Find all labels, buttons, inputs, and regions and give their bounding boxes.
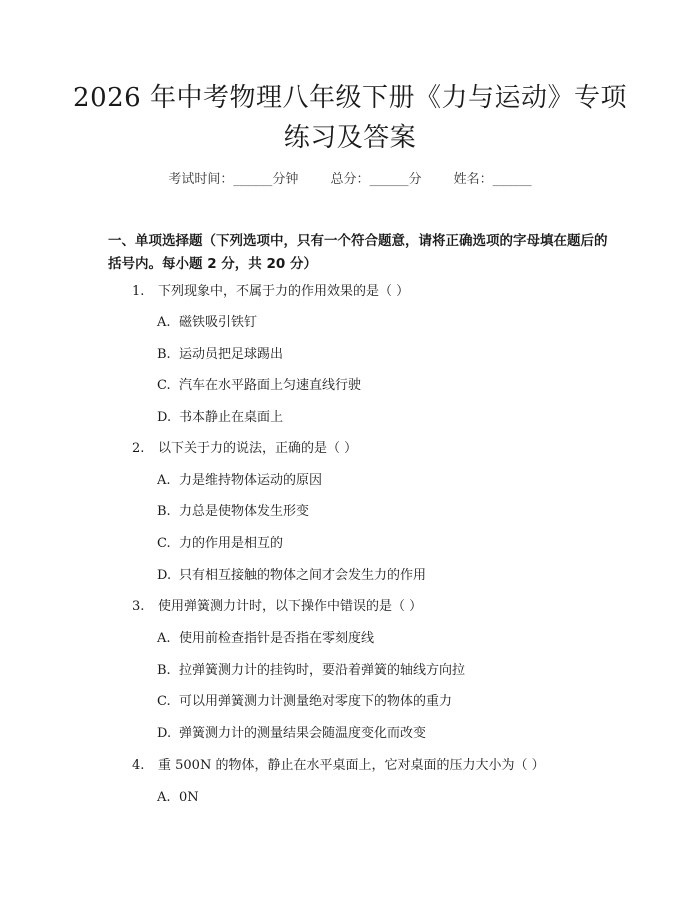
option-letter: A.: [157, 473, 171, 488]
question-number: 3.: [132, 599, 145, 614]
question-text: 使用弹簧测力计时，以下操作中错误的是（ ）: [158, 599, 423, 614]
option-1d: [157, 409, 283, 427]
option-letter: C.: [157, 536, 171, 551]
question-number: 4.: [132, 758, 145, 773]
option-letter: B.: [157, 504, 171, 519]
option-text: 书本静止在桌面上: [179, 410, 284, 425]
option-2d: [157, 567, 426, 585]
question-2: [132, 440, 357, 458]
option-letter: B.: [157, 663, 171, 678]
option-2b: [157, 503, 309, 521]
option-letter: D.: [157, 568, 172, 583]
question-text: 下列现象中，不属于力的作用效果的是（ ）: [158, 284, 410, 299]
exam-meta: [0, 168, 700, 187]
option-text: 力是维持物体运动的原因: [179, 473, 323, 488]
option-letter: C.: [157, 694, 171, 709]
option-text: 磁铁吸引铁钉: [179, 315, 258, 330]
option-letter: C.: [157, 378, 171, 393]
option-text: 力的作用是相互的: [179, 536, 284, 551]
exam-name: 姓名：______: [453, 172, 532, 187]
section-heading: 一、单项选择题（下列选项中，只有一个符合题意，请将正确选项的字母填在题后的括号内。每小题 2 分，共 20 分）: [108, 233, 608, 272]
option-letter: A.: [157, 315, 171, 330]
option-text: 可以用弹簧测力计测量绝对零度下的物体的重力: [179, 694, 453, 709]
option-text: 0N: [179, 790, 199, 805]
option-letter: A.: [157, 790, 171, 805]
option-text: 拉弹簧测力计的挂钩时，要沿着弹簧的轴线方向拉: [179, 663, 466, 678]
page-title: 2026 年中考物理八年级下册《力与运动》专项练习及答案: [73, 83, 627, 153]
option-text: 运动员把足球踢出: [179, 347, 284, 362]
option-4a: [157, 789, 199, 807]
option-1a: [157, 314, 257, 332]
question-text: 以下关于力的说法，正确的是（ ）: [158, 441, 358, 456]
option-text: 汽车在水平路面上匀速直线行驶: [179, 378, 362, 393]
question-1: [132, 283, 409, 301]
option-3c: [157, 693, 452, 711]
option-3d: [157, 725, 426, 743]
question-number: 1.: [132, 284, 145, 299]
exam-time: 考试时间：______分钟: [168, 172, 299, 187]
option-text: 弹簧测力计的测量结果会随温度变化而改变: [179, 726, 427, 741]
option-2c: [157, 535, 283, 553]
option-3b: [157, 662, 465, 680]
option-3a: [157, 630, 374, 648]
question-4: [132, 757, 545, 775]
question-3: [132, 598, 422, 616]
question-number: 2.: [132, 441, 145, 456]
option-letter: D.: [157, 726, 172, 741]
option-letter: B.: [157, 347, 171, 362]
exam-score: 总分：______分: [330, 172, 422, 187]
option-text: 只有相互接触的物体之间才会发生力的作用: [179, 568, 427, 583]
option-letter: D.: [157, 410, 172, 425]
option-text: 使用前检查指针是否指在零刻度线: [179, 631, 375, 646]
option-letter: A.: [157, 631, 171, 646]
option-2a: [157, 472, 322, 490]
option-1c: [157, 377, 361, 395]
option-text: 力总是使物体发生形变: [179, 504, 310, 519]
question-text: 重 500N 的物体，静止在水平桌面上，它对桌面的压力大小为（ ）: [158, 758, 545, 773]
option-1b: [157, 346, 283, 364]
